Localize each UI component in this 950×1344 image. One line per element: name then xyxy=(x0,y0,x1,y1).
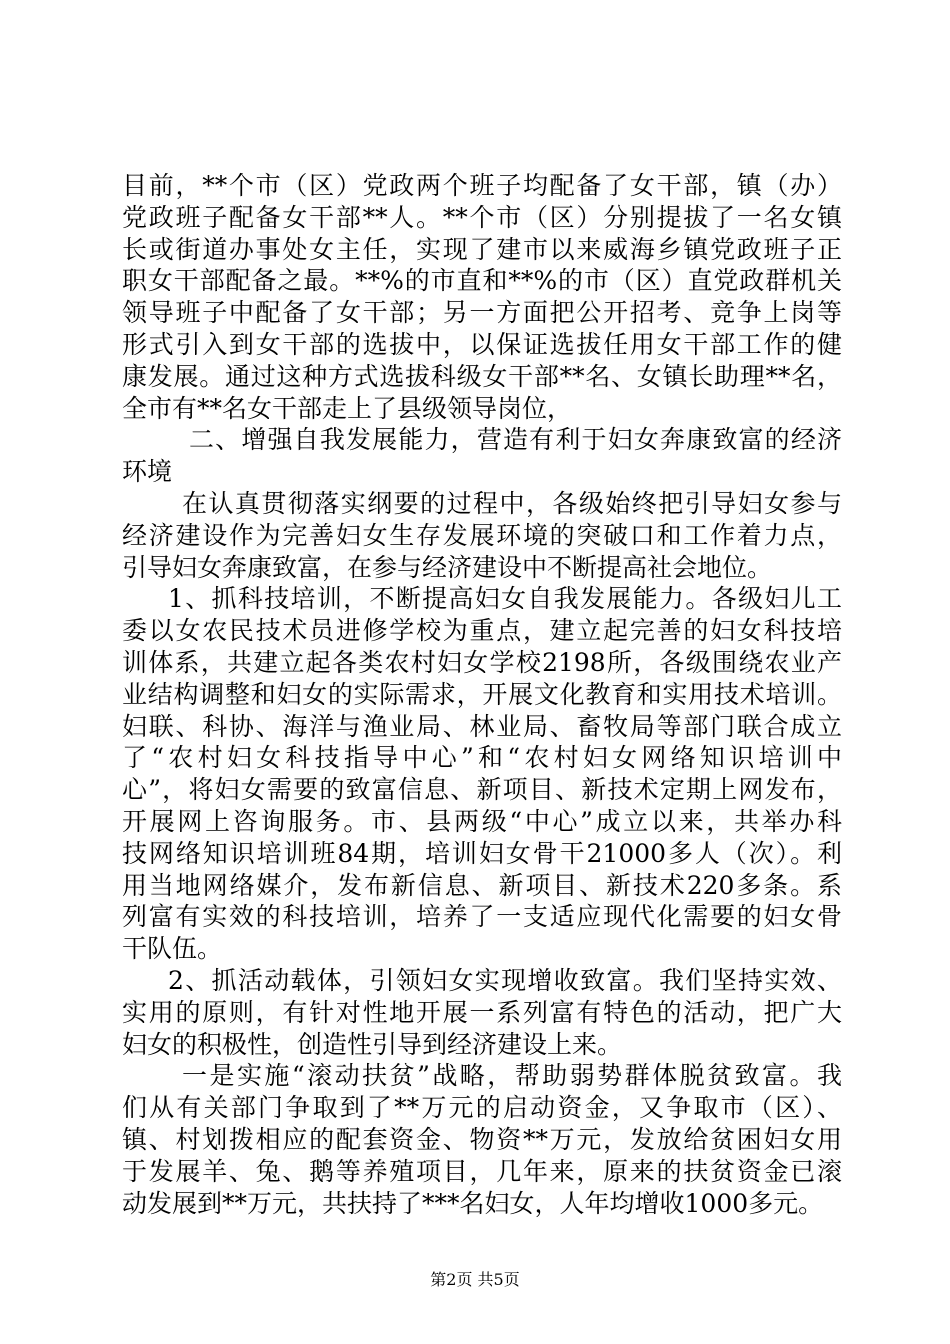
text-line: 了“农村妇女科技指导中心”和“农村妇女网络知识培训中 xyxy=(122,743,842,773)
text-line: 2、抓活动载体，引领妇女实现增收致富。我们坚持实效、 xyxy=(168,965,842,995)
page-number-label: 第2页 共5页 xyxy=(430,1270,520,1289)
text-line: 在认真贯彻落实纲要的过程中，各级始终把引导妇女参与 xyxy=(182,488,842,518)
text-line: 镇、村划拨相应的配套资金、物资**万元，发放给贫困妇女用 xyxy=(122,1124,842,1154)
text-line: 党政班子配备女干部**人。**个市（区）分别提拔了一名女镇 xyxy=(122,202,842,232)
text-line: 实用的原则，有针对性地开展一系列富有特色的活动，把广大 xyxy=(122,997,842,1027)
text-line: 形式引入到女干部的选拔中，以保证选拔任用女干部工作的健 xyxy=(122,329,842,359)
text-line: 一是实施“滚动扶贫”战略，帮助弱势群体脱贫致富。我 xyxy=(182,1061,842,1091)
text-line: 动发展到**万元，共扶持了***名妇女，人年均增收1000多元。 xyxy=(122,1188,824,1218)
document-body xyxy=(122,170,842,1219)
text-line: 训体系，共建立起各类农村妇女学校2198所，各级围绕农业产 xyxy=(122,647,842,677)
text-line: 技网络知识培训班84期，培训妇女骨干21000多人（次）。利 xyxy=(122,838,842,868)
text-line: 于发展羊、兔、鹅等养殖项目，几年来，原来的扶贫资金已滚 xyxy=(122,1156,842,1186)
text-line: 领导班子中配备了女干部；另一方面把公开招考、竞争上岗等 xyxy=(122,298,842,328)
text-line: 经济建设作为完善妇女生存发展环境的突破口和工作着力点， xyxy=(122,520,842,550)
text-line: 业结构调整和妇女的实际需求，开展文化教育和实用技术培训。 xyxy=(122,679,842,709)
paragraph xyxy=(122,583,842,965)
text-line: 长或街道办事处女主任，实现了建市以来威海乡镇党政班子正 xyxy=(122,234,842,264)
text-line: 目前，**个市（区）党政两个班子均配备了女干部，镇（办） xyxy=(122,171,842,200)
text-line: 全市有**名女干部走上了县级领导岗位， xyxy=(122,393,573,423)
text-line: 1、抓科技培训，不断提高妇女自我发展能力。各级妇儿工 xyxy=(168,584,842,614)
paragraph xyxy=(122,170,842,424)
text-line: 二、增强自我发展能力，营造有利于妇女奔康致富的经济 xyxy=(189,425,842,455)
text-line: 开展网上咨询服务。市、县两级“中心”成立以来，共举办科 xyxy=(122,806,842,836)
text-line: 引导妇女奔康致富，在参与经济建设中不断提高社会地位。 xyxy=(122,552,773,582)
text-line: 心”，将妇女需要的致富信息、新项目、新技术定期上网发布， xyxy=(122,775,842,805)
text-line: 委以女农民技术员进修学校为重点，建立起完善的妇女科技培 xyxy=(122,616,842,646)
text-line: 妇联、科协、海洋与渔业局、林业局、畜牧局等部门联合成立 xyxy=(122,711,842,741)
text-line: 们从有关部门争取到了**万元的启动资金，又争取市（区）、 xyxy=(122,1093,842,1123)
paragraph xyxy=(122,488,842,583)
page-number-footer xyxy=(0,1270,950,1290)
text-line: 用当地网络媒介，发布新信息、新项目、新技术220多条。系 xyxy=(122,870,842,900)
text-line: 环境 xyxy=(122,457,173,487)
text-line: 妇女的积极性，创造性引导到经济建设上来。 xyxy=(122,1029,623,1059)
text-line: 干队伍。 xyxy=(122,934,223,964)
text-line: 列富有实效的科技培训，培养了一支适应现代化需要的妇女骨 xyxy=(122,902,842,932)
paragraph xyxy=(122,424,842,488)
paragraph xyxy=(122,965,842,1060)
text-line: 康发展。通过这种方式选拔科级女干部**名、女镇长助理**名， xyxy=(122,361,842,391)
text-line: 职女干部配备之最。**%的市直和**%的市（区）直党政群机关 xyxy=(122,266,842,296)
paragraph xyxy=(122,1060,842,1219)
